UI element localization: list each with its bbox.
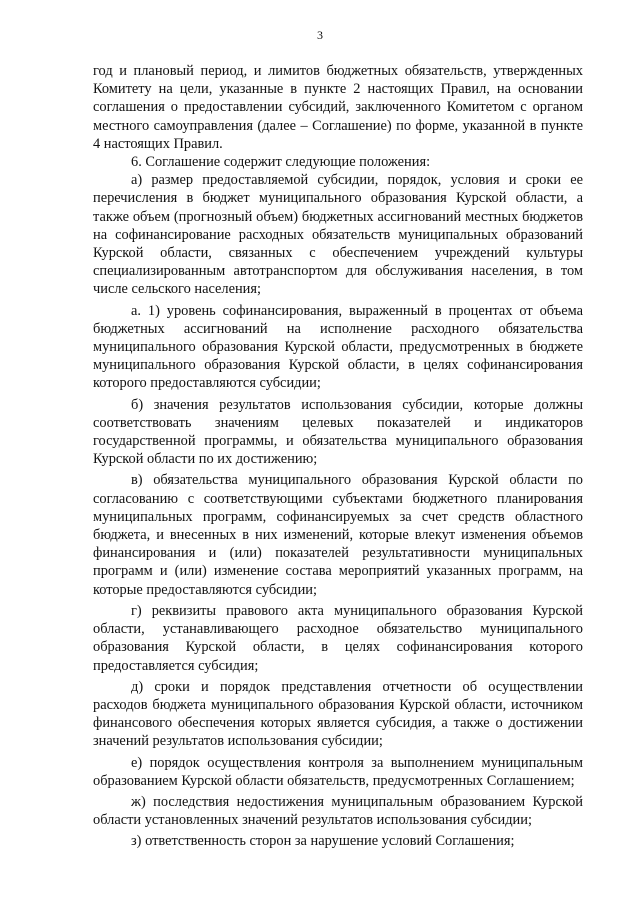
paragraph-subitem-a1: а. 1) уровень софинансирования, выраженный в процентах от объема бюджетных ассигнований на исполнение расходного обязательства муниципального образования Курской области, предусмотренных в бюджете муниципального образования Курской области, в целях софинансирования которого предоставляются субсидии;	[93, 302, 583, 392]
paragraph-subitem-z: з) ответственность сторон за нарушение условий Соглашения;	[131, 833, 515, 850]
paragraph-subitem-e: е) порядок осуществления контроля за выполнением муниципальным образованием Курской области обязательств, предусмотренных Соглашением;	[93, 754, 583, 789]
paragraph-continuation: год и плановый период, и лимитов бюджетных обязательств, утвержденных Комитету на цели, указанные в пункте 2 настоящих Правил, на основании соглашения о предоставлении субсидий, заключенного Комитетом с органом местного самоуправления (далее – Соглашение) по форме, указанной в пункте 4 настоящих Правил.	[93, 63, 583, 152]
paragraph-subitem-zh: ж) последствия недостижения муниципальным образованием Курской области установленных значений результатов использования субсидии;	[93, 793, 583, 829]
paragraph-subitem-v: в) обязательства муниципального образования Курской области по согласованию с соответствующими субъектами бюджетного планирования муниципальных программ, софинансируемых за счет средств областного бюджета, и внесенных в них изменений, которые влекут изменения объемов финансирования и (или) показателей результативности муниципальных программ и (или) изменение состава мероприятий указанных программ, на которые предоставляются субсидии;	[93, 472, 583, 598]
paragraph-subitem-b: б) значения результатов использования субсидии, которые должны соответствовать значениям целевых показателей и индикаторов государственной программы, и обязательства муниципального образования Курской области по их достижению;	[93, 396, 583, 468]
paragraph-subitem-d: д) сроки и порядок представления отчетности об осуществлении расходов бюджета муниципального образования Курской области, источником финансового обеспечения которых является субсидия, а также о достижении значений результатов использования субсидии;	[93, 678, 583, 750]
paragraph-item-6: 6. Соглашение содержит следующие положения:	[131, 154, 431, 171]
paragraph-subitem-g: г) реквизиты правового акта муниципального образования Курской области, устанавливающего расходное обязательство муниципального образования Курской области, в целях софинансирования которого предоставляется субсидия;	[93, 602, 583, 674]
page-number: 3	[317, 28, 323, 42]
document-body	[93, 62, 583, 851]
paragraph-subitem-a: а) размер предоставляемой субсидии, порядок, условия и сроки ее перечисления в бюджет муниципального образования Курской области, а также объем (прогнозный объем) бюджетных ассигнований местных бюджетов на софинансирование расходных обязательств муниципальных образований Курской области, связанных с обеспечением учреждений культуры специализированным автотранспортом для обслуживания населения, в том числе сельского населения;	[93, 172, 583, 298]
